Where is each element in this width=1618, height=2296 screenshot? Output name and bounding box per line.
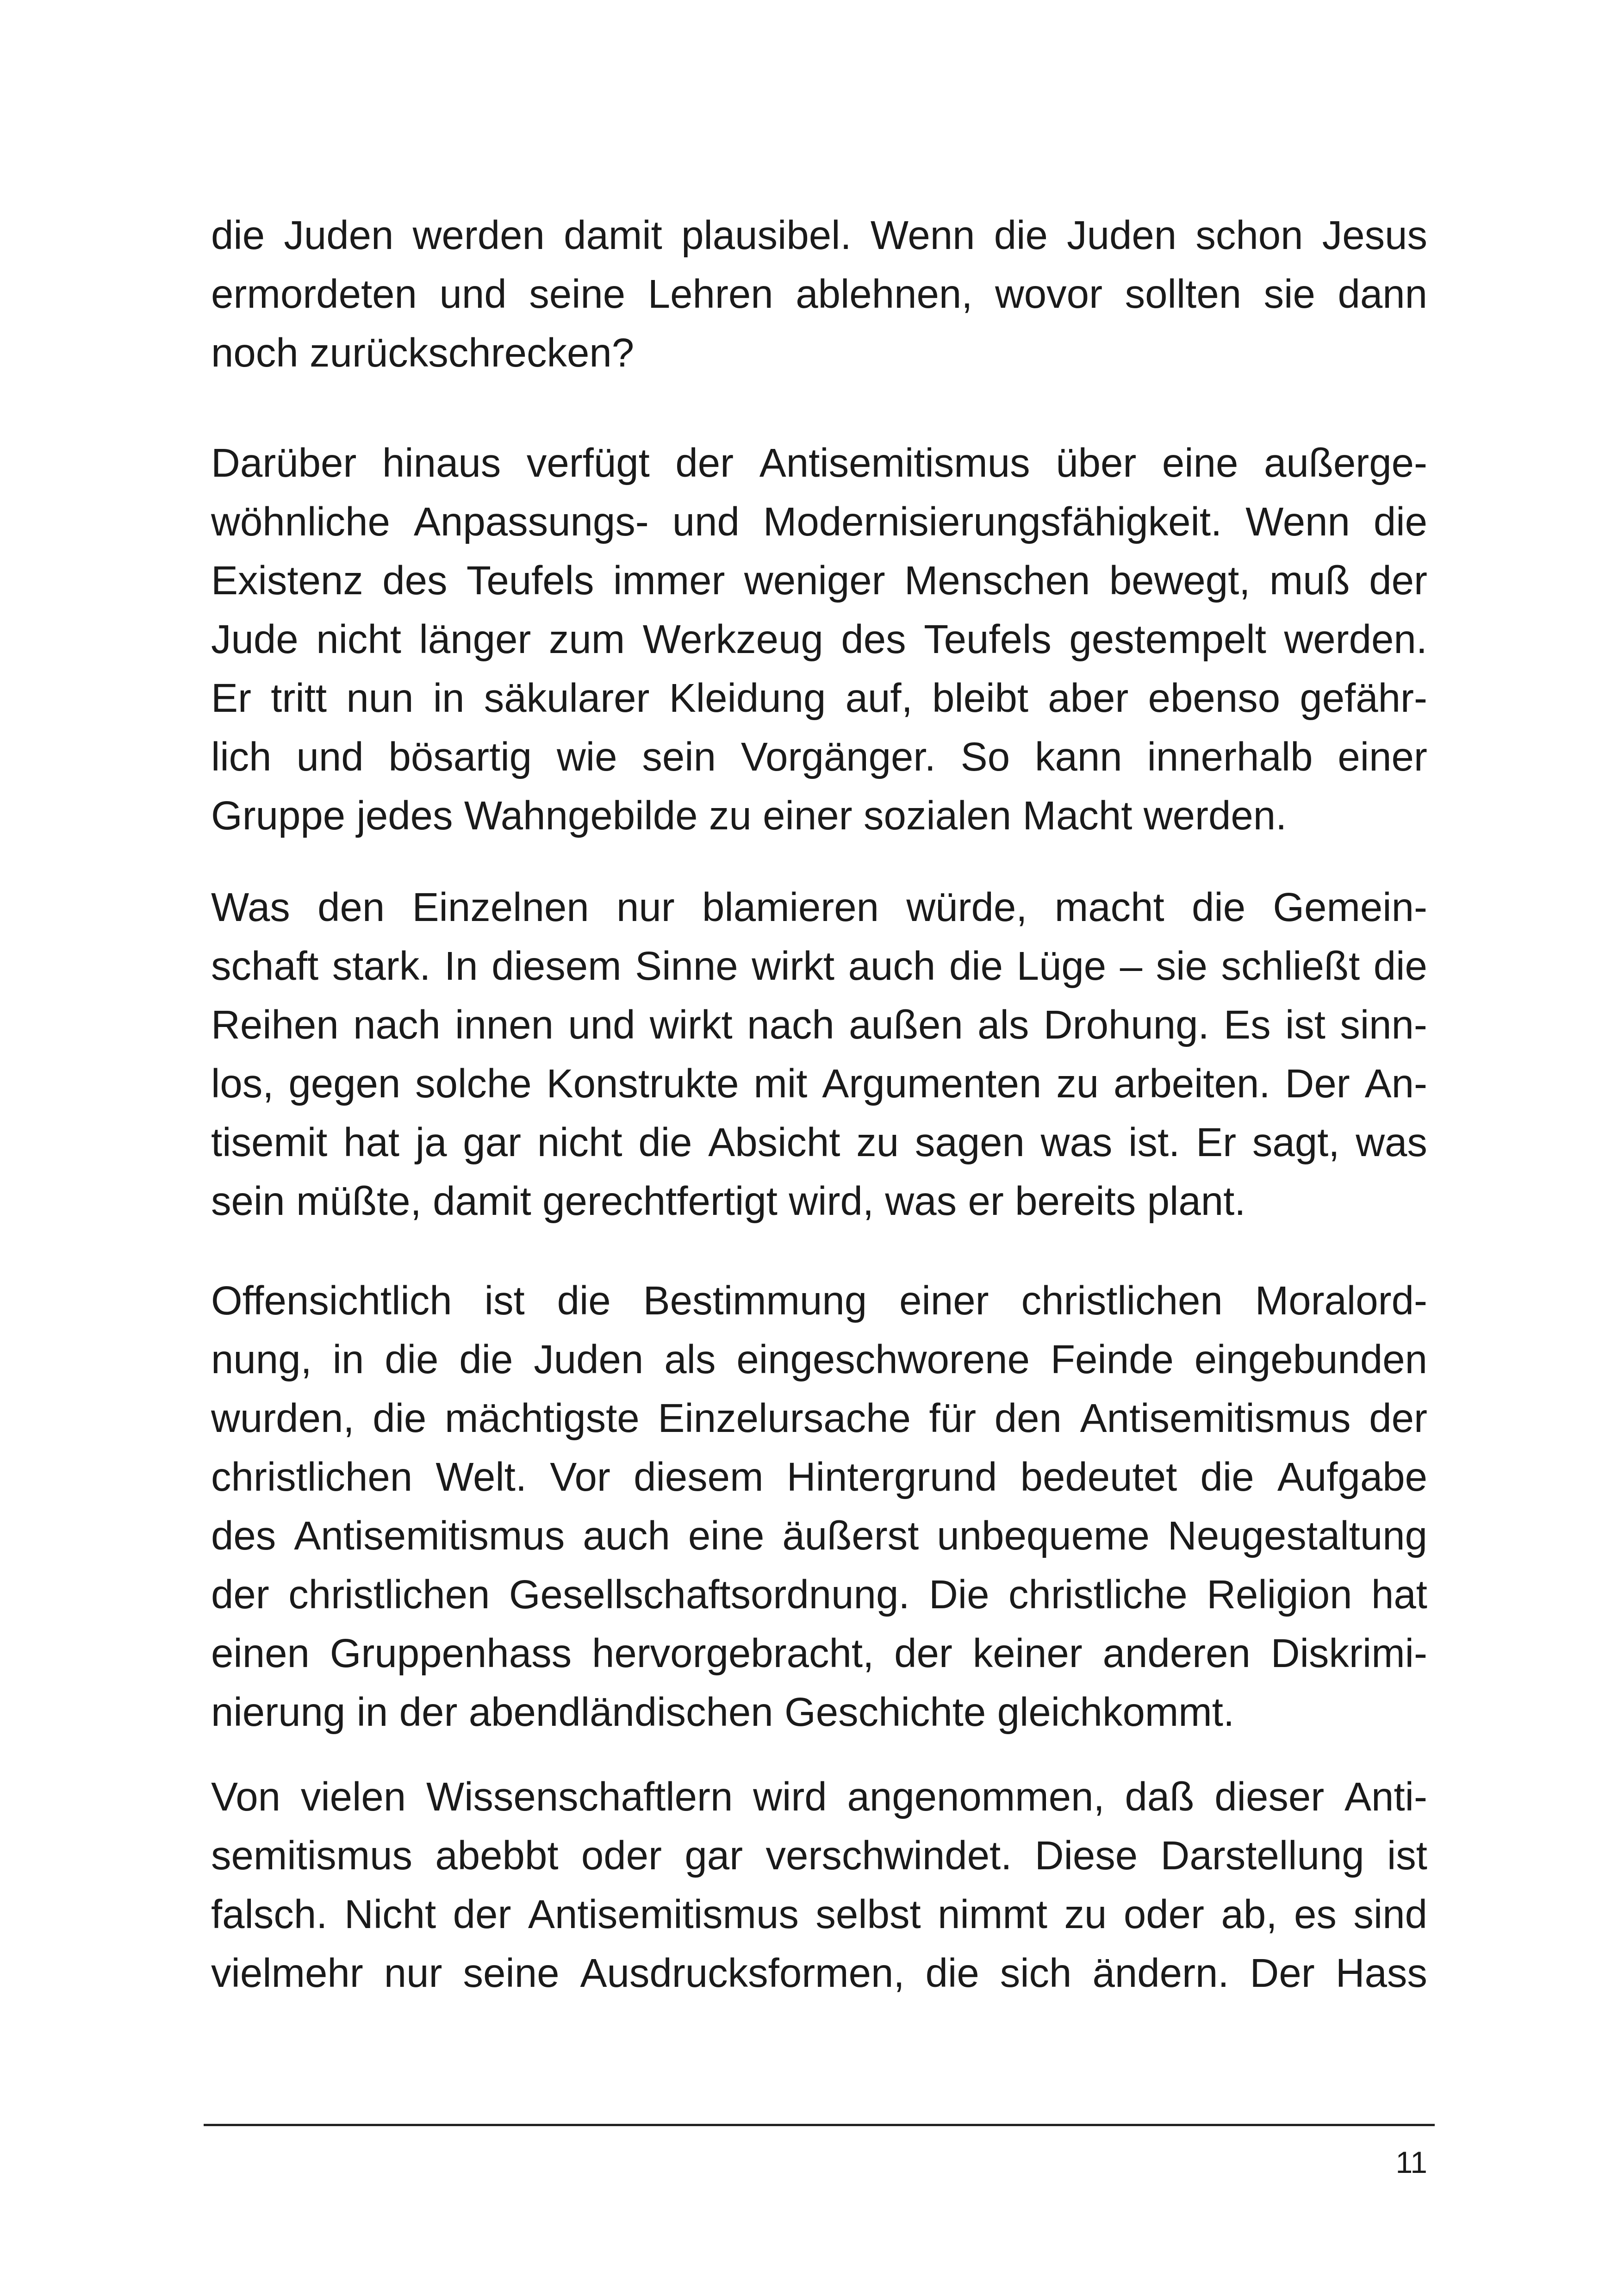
text-line	[211, 1944, 1427, 2003]
word: Juden	[284, 213, 394, 258]
word: als	[664, 1337, 716, 1382]
word: Juden	[1067, 213, 1177, 258]
word: nach	[353, 1002, 441, 1047]
word: und	[568, 1002, 635, 1047]
word: verfügt	[526, 441, 650, 485]
word: lich	[211, 734, 272, 779]
text-line	[211, 728, 1427, 786]
page-number: 11	[1395, 2145, 1427, 2179]
word: Reihen	[211, 1002, 339, 1047]
text-line	[211, 434, 1427, 492]
word: christlichen	[1021, 1278, 1223, 1323]
word: Feinde	[1050, 1337, 1174, 1382]
word: die	[459, 1337, 513, 1382]
word: Juden	[534, 1337, 644, 1382]
word: noch	[211, 330, 299, 375]
word: eine	[1162, 441, 1238, 485]
word: selbst	[815, 1892, 921, 1937]
word: Es	[1224, 1002, 1271, 1047]
word: Teufels	[466, 558, 594, 603]
word: diesem	[634, 1455, 764, 1500]
word: werden.	[1143, 793, 1287, 838]
word: ist	[1285, 1002, 1326, 1047]
word: vielen	[300, 1774, 406, 1819]
word: Einzelursache	[658, 1396, 911, 1441]
word: Teufels	[924, 617, 1052, 662]
word: Jesus	[1322, 213, 1427, 258]
word: zu	[1056, 1061, 1099, 1106]
text-line	[211, 1624, 1427, 1683]
word: Sinne	[635, 944, 738, 989]
text-line	[211, 1885, 1427, 1944]
word: unbequeme	[937, 1513, 1150, 1558]
word: außerge-	[1263, 441, 1427, 485]
word: verschwindet.	[765, 1833, 1012, 1878]
word: zu	[709, 793, 752, 838]
word: was	[885, 1179, 957, 1224]
word: In	[444, 944, 478, 989]
word: länger	[419, 617, 531, 662]
word: Neugestaltung	[1167, 1513, 1427, 1558]
word: Religion	[1207, 1572, 1352, 1617]
word: Was	[211, 885, 290, 930]
word: gegen	[288, 1061, 401, 1106]
word: Absicht	[708, 1120, 840, 1165]
word: und	[296, 734, 364, 779]
text-line	[211, 551, 1427, 610]
word: vielmehr	[211, 1951, 363, 1996]
text-line	[211, 1767, 1427, 1826]
word: schließt	[1221, 944, 1360, 989]
word: bedeutet	[1020, 1455, 1177, 1500]
word: Welt.	[436, 1455, 527, 1500]
word: seine	[529, 272, 626, 317]
word: der	[1369, 1396, 1427, 1441]
word: in	[433, 676, 465, 721]
word: oder	[581, 1833, 662, 1878]
word: anderen	[1102, 1631, 1251, 1676]
word: plant.	[1147, 1179, 1246, 1224]
word: Geschichte	[784, 1690, 986, 1735]
word: eine	[688, 1513, 765, 1558]
word: des	[382, 558, 448, 603]
word: keiner	[972, 1631, 1083, 1676]
word: wie	[556, 734, 617, 779]
word: schaft	[211, 944, 319, 989]
word: des	[841, 617, 906, 662]
word: oder	[1123, 1892, 1205, 1937]
word: in	[356, 1690, 388, 1735]
word: Moralord-	[1255, 1278, 1427, 1323]
word: Von	[211, 1774, 280, 1819]
text-line	[211, 1054, 1427, 1113]
word: damit	[433, 1179, 531, 1224]
word: werden.	[1284, 617, 1427, 662]
word: zum	[548, 617, 625, 662]
word: ist.	[1128, 1120, 1180, 1165]
text-line	[211, 937, 1427, 996]
word: abendländischen	[468, 1690, 773, 1735]
word: semitismus	[211, 1833, 413, 1878]
word: ist	[484, 1278, 525, 1323]
word: der	[1369, 558, 1427, 603]
word: Hintergrund	[786, 1455, 997, 1500]
word: Die	[928, 1572, 989, 1617]
paragraph-2	[211, 434, 1427, 845]
text-line	[211, 1113, 1427, 1172]
word: Lehren	[647, 272, 773, 317]
text-line	[211, 669, 1427, 728]
word: bleibt	[932, 676, 1029, 721]
word: Argumenten	[822, 1061, 1042, 1106]
word: die	[373, 1396, 427, 1441]
word: Werkzeug	[642, 617, 823, 662]
word: wirkt	[649, 1002, 733, 1047]
word: Konstrukte	[546, 1061, 739, 1106]
word: ändern.	[1092, 1951, 1229, 1996]
word: Aufgabe	[1277, 1455, 1427, 1500]
word: aber	[1048, 676, 1129, 721]
word: Gesellschaftsordnung.	[509, 1572, 910, 1617]
word: Wahngebilde	[464, 793, 698, 838]
word: nimmt	[938, 1892, 1048, 1937]
word: die	[211, 213, 265, 258]
word: Antisemitismus	[294, 1513, 565, 1558]
word: gestempelt	[1069, 617, 1266, 662]
paragraph-1	[211, 206, 1427, 382]
word: die	[385, 1337, 439, 1382]
word: sagt,	[1252, 1120, 1340, 1165]
word: die	[949, 944, 1003, 989]
word: eingeschworene	[736, 1337, 1030, 1382]
word: über	[1056, 441, 1137, 485]
word: dann	[1338, 272, 1427, 317]
word: stark.	[332, 944, 431, 989]
word: Diese	[1034, 1833, 1138, 1878]
word: plausibel.	[681, 213, 852, 258]
word: die	[1373, 499, 1427, 544]
word: Antisemitismus	[1080, 1396, 1351, 1441]
word: zu	[856, 1120, 899, 1165]
word: Gruppenhass	[330, 1631, 572, 1676]
word: was	[1040, 1120, 1113, 1165]
text-line	[211, 265, 1427, 324]
word: Gemein-	[1273, 885, 1427, 930]
word: gerechtfertigt	[542, 1179, 778, 1224]
word: weniger	[744, 558, 885, 603]
text-line	[211, 492, 1427, 551]
word: An-	[1364, 1061, 1427, 1106]
word: Darstellung	[1160, 1833, 1364, 1878]
word: was	[1356, 1120, 1427, 1165]
word: Drohung.	[1043, 1002, 1209, 1047]
word: Diskrimi-	[1270, 1631, 1427, 1676]
word: kann	[1035, 734, 1122, 779]
word: solche	[415, 1061, 532, 1106]
word: die	[1191, 885, 1246, 930]
footer-divider	[204, 2124, 1435, 2126]
word: abebbt	[435, 1833, 559, 1878]
text-line	[211, 1448, 1427, 1506]
word: in	[332, 1337, 364, 1382]
word: Einzelnen	[412, 885, 589, 930]
word: zurückschrecken?	[310, 330, 635, 375]
word: auch	[583, 1513, 670, 1558]
word: den	[994, 1396, 1062, 1441]
word: Wissenschaftlern	[426, 1774, 733, 1819]
word: zu	[1064, 1892, 1107, 1937]
word: arbeiten.	[1114, 1061, 1270, 1106]
word: mächtigste	[445, 1396, 640, 1441]
word: es	[1294, 1892, 1337, 1937]
word: Wenn	[1245, 499, 1350, 544]
word: tritt	[271, 676, 327, 721]
word: wurden,	[211, 1396, 355, 1441]
word: gefähr-	[1300, 676, 1427, 721]
word: damit	[564, 213, 662, 258]
word: sind	[1353, 1892, 1427, 1937]
word: Er	[1196, 1120, 1237, 1165]
paragraph-5	[211, 1767, 1427, 2003]
word: als	[977, 1002, 1029, 1047]
word: innerhalb	[1147, 734, 1313, 779]
word: wird	[753, 1774, 827, 1819]
word: wird,	[789, 1179, 874, 1224]
word: ablehnen,	[796, 272, 973, 317]
text-line	[211, 1683, 1427, 1742]
word: nun	[346, 676, 414, 721]
word: nierung	[211, 1690, 346, 1735]
word: Nicht	[344, 1892, 436, 1937]
word: sich	[1000, 1951, 1072, 1996]
text-line	[211, 1506, 1427, 1565]
word: die	[638, 1120, 692, 1165]
word: außen	[849, 1002, 963, 1047]
text-line	[211, 1172, 1427, 1231]
word: säkularer	[484, 676, 650, 721]
word: sein	[642, 734, 716, 779]
word: wirkt	[752, 944, 835, 989]
word: muß	[1269, 558, 1350, 603]
word: der	[453, 1892, 511, 1937]
word: der	[399, 1690, 458, 1735]
word: Wenn	[870, 213, 975, 258]
word: die	[1200, 1455, 1254, 1500]
word: Darüber	[211, 441, 357, 485]
word: werden	[412, 213, 545, 258]
word: einen	[211, 1631, 310, 1676]
word: bösartig	[388, 734, 532, 779]
text-line	[211, 996, 1427, 1054]
word: Er	[211, 676, 251, 721]
word: sollten	[1125, 272, 1242, 317]
word: hinaus	[382, 441, 501, 485]
text-line	[211, 324, 1427, 382]
word: den	[317, 885, 385, 930]
word: blamieren	[702, 885, 879, 930]
word: sie	[1263, 272, 1315, 317]
word: wovor	[995, 272, 1103, 317]
word: hat	[1371, 1572, 1427, 1617]
word: für	[929, 1396, 977, 1441]
word: Modernisierungsfähigkeit.	[763, 499, 1222, 544]
word: sozialen	[863, 793, 1012, 838]
word: ist	[1387, 1833, 1427, 1878]
text-line	[211, 206, 1427, 265]
word: einer	[763, 793, 853, 838]
word: und	[439, 272, 507, 317]
text-line	[211, 1271, 1427, 1330]
word: wöhnliche	[211, 499, 390, 544]
word: gar	[463, 1120, 522, 1165]
word: Vorgänger.	[741, 734, 936, 779]
word: immer	[613, 558, 725, 603]
word: nur	[616, 885, 675, 930]
word: und	[672, 499, 740, 544]
text-line	[211, 1389, 1427, 1448]
word: die	[557, 1278, 611, 1323]
word: der	[894, 1631, 952, 1676]
word: die	[994, 213, 1048, 258]
word: Existenz	[211, 558, 363, 603]
word: die	[925, 1951, 979, 1996]
word: sein	[211, 1179, 285, 1224]
word: nur	[384, 1951, 442, 1996]
word: Menschen	[904, 558, 1090, 603]
word: Gruppe	[211, 793, 346, 838]
word: ja	[415, 1120, 447, 1165]
word: Der	[1250, 1951, 1315, 1996]
word: der	[211, 1572, 269, 1617]
word: bereits	[1015, 1179, 1136, 1224]
word: tisemit	[211, 1120, 328, 1165]
word: nicht	[537, 1120, 622, 1165]
word: macht	[1054, 885, 1164, 930]
word: falsch.	[211, 1892, 328, 1937]
word: des	[211, 1513, 276, 1558]
word: eingebunden	[1194, 1337, 1427, 1382]
word: Macht	[1022, 793, 1133, 838]
word: sinn-	[1340, 1002, 1427, 1047]
word: der	[675, 441, 734, 485]
word: sie	[1156, 944, 1207, 989]
word: christlichen	[211, 1455, 413, 1500]
word: angenommen,	[847, 1774, 1105, 1819]
word: ab,	[1221, 1892, 1277, 1937]
word: mit	[753, 1061, 808, 1106]
word: einer	[899, 1278, 989, 1323]
word: jedes	[356, 793, 453, 838]
word: Antisemitismus	[759, 441, 1030, 485]
word: Jude	[211, 617, 299, 662]
word: Kleidung	[669, 676, 826, 721]
word: würde,	[906, 885, 1027, 930]
word: Der	[1285, 1061, 1350, 1106]
word: müßte,	[296, 1179, 422, 1224]
word: einer	[1338, 734, 1427, 779]
word: Vor	[550, 1455, 610, 1500]
word: seine	[463, 1951, 560, 1996]
paragraph-4	[211, 1271, 1427, 1742]
word: schon	[1195, 213, 1303, 258]
text-line	[211, 878, 1427, 937]
word: Offensichtlich	[211, 1278, 452, 1323]
text-line	[211, 1826, 1427, 1885]
word: hat	[343, 1120, 400, 1165]
word: Anti-	[1344, 1774, 1427, 1819]
text-line	[211, 610, 1427, 669]
word: nung,	[211, 1337, 312, 1382]
word: Antisemitismus	[528, 1892, 799, 1937]
word: christliche	[1008, 1572, 1188, 1617]
word: gleichkommt.	[997, 1690, 1235, 1735]
text-line	[211, 786, 1427, 845]
word: hervorgebracht,	[591, 1631, 874, 1676]
word: Hass	[1335, 1951, 1427, 1996]
word: die	[1373, 944, 1427, 989]
word: sagen	[915, 1120, 1025, 1165]
word: diesem	[492, 944, 622, 989]
word: dieser	[1214, 1774, 1325, 1819]
word: er	[968, 1179, 1004, 1224]
word: auf,	[845, 676, 913, 721]
word: ebenso	[1148, 676, 1281, 721]
word: los,	[211, 1061, 274, 1106]
word: innen	[455, 1002, 554, 1047]
word: bewegt,	[1109, 558, 1251, 603]
word: Lüge	[1016, 944, 1107, 989]
word: ermordeten	[211, 272, 417, 317]
word: daß	[1125, 1774, 1195, 1819]
text-line	[211, 1565, 1427, 1624]
word: nicht	[316, 617, 401, 662]
word: So	[960, 734, 1010, 779]
word: Ausdrucksformen,	[580, 1951, 905, 1996]
word: äußerst	[782, 1513, 919, 1558]
word: christlichen	[288, 1572, 490, 1617]
text-line	[211, 1330, 1427, 1389]
word: Bestimmung	[643, 1278, 867, 1323]
word: gar	[685, 1833, 743, 1878]
word: Anpassungs-	[413, 499, 649, 544]
paragraph-3	[211, 878, 1427, 1231]
word: –	[1120, 944, 1143, 989]
word: auch	[848, 944, 936, 989]
word: nach	[747, 1002, 834, 1047]
